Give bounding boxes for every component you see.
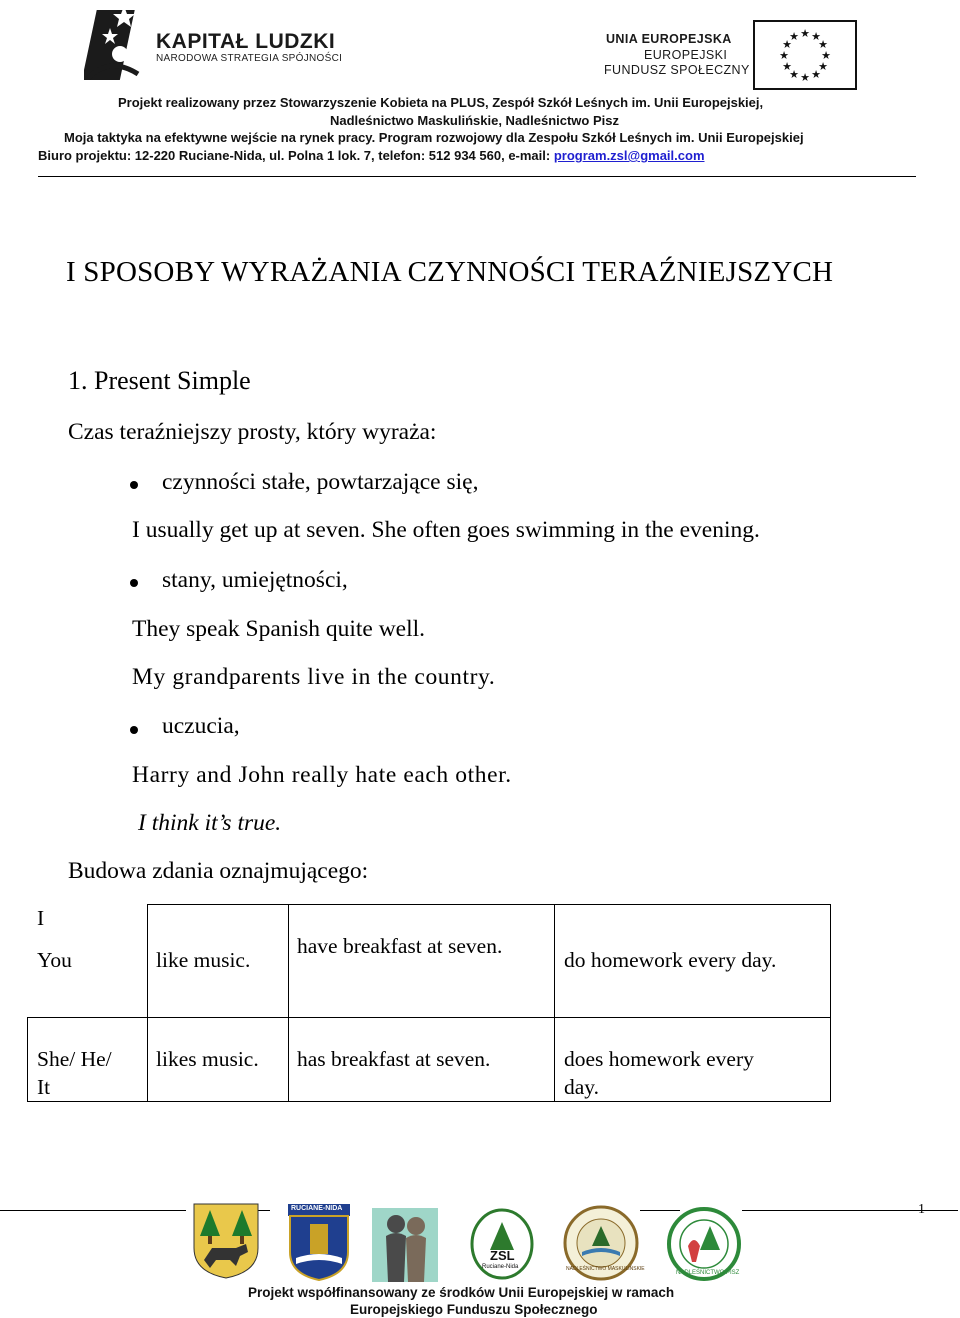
structure-label: Budowa zdania oznajmującego: [68, 858, 369, 884]
kobieta-na-plus-logo [372, 1208, 438, 1282]
project-line-4 [38, 148, 705, 163]
svg-text:★: ★ [811, 68, 821, 81]
table-cell: day. [564, 1075, 600, 1099]
example-sentence: They speak Spanish quite well. [132, 616, 426, 642]
ruciane-label: RUCIANE-NIDA [291, 1205, 343, 1212]
bullet-dot [130, 579, 138, 587]
svg-text:★: ★ [779, 49, 789, 62]
zsl-text: ZSL [490, 1248, 515, 1263]
table-border [554, 904, 555, 1102]
kapital-ludzki-title: KAPITAŁ LUDZKI [156, 30, 336, 53]
kapital-ludzki-subtitle: NARODOWA STRATEGIA SPÓJNOŚCI [156, 53, 343, 64]
header-divider [38, 176, 916, 177]
table-cell: like music. [156, 948, 251, 972]
cofinanced-line-2: Europejskiego Funduszu Społecznego [350, 1302, 598, 1317]
project-line-2: Nadleśnictwo Maskulińskie, Nadleśnictwo Pisz [330, 113, 619, 128]
table-border [147, 904, 831, 905]
table-cell: It [37, 1075, 51, 1099]
nadlesnictwo-pisz-logo [666, 1206, 742, 1282]
table-border [147, 904, 148, 1102]
section-title: I SPOSOBY WYRAŻANIA CZYNNOŚCI TERAŹNIEJSZYCH [66, 256, 834, 288]
example-sentence-italic: I think it’s true. [138, 810, 282, 836]
example-sentence: I usually get up at seven. She often goes swimming in the evening. [132, 517, 760, 543]
svg-text:★: ★ [800, 27, 810, 40]
maskulinskie-label: NADLEŚNICTWO MASKULIŃSKIE [566, 1266, 645, 1272]
project-line-3: Moja taktyka na efektywne wejście na rynek pracy. Program rozwojowy dla Zespołu Szkół Leśnych im. Unii Europejskiej [64, 130, 804, 145]
kapital-ludzki-emblem-icon [84, 4, 150, 84]
ue-label-line3: FUNDUSZ SPOŁECZNY [604, 63, 750, 77]
example-sentence: My grandparents live in the country. [132, 664, 496, 690]
bullet-dot [130, 726, 138, 734]
pisz-label: NADLEŚNICTWO PISZ [676, 1270, 740, 1276]
table-cell: has breakfast at seven. [297, 1047, 491, 1071]
svg-text:★: ★ [789, 30, 799, 43]
table-cell: likes music. [156, 1047, 259, 1071]
wolf-crest-icon [190, 1200, 262, 1280]
table-border [830, 904, 831, 1102]
ruciane-nida-crest-logo [284, 1202, 354, 1282]
table-cell: does homework every [564, 1047, 754, 1071]
email-link[interactable]: program.zsl@gmail.com [553, 148, 705, 163]
ue-label-line2: EUROPEJSKI [644, 48, 728, 62]
bullet-item: uczucia, [162, 713, 240, 739]
svg-text:★: ★ [818, 38, 828, 51]
subsection-title: 1. Present Simple [68, 366, 251, 395]
kapital-ludzki-logo [84, 4, 150, 84]
table-border [288, 904, 289, 1102]
svg-text:★: ★ [789, 68, 799, 81]
nadlesnictwo-maskulinskie-logo [562, 1204, 645, 1282]
footer-rule [0, 1210, 186, 1211]
ruciane-shield-icon [284, 1202, 354, 1282]
table-cell: You [37, 948, 72, 972]
svg-text:★: ★ [782, 60, 792, 73]
zsl-logo [470, 1206, 534, 1280]
table-cell: have breakfast at seven. [297, 934, 503, 958]
women-silhouette-icon [372, 1208, 438, 1282]
intro-text: Czas teraźniejszy prosty, który wyraża: [68, 419, 437, 445]
svg-text:★: ★ [800, 71, 810, 84]
page-number: 1 [918, 1202, 925, 1217]
wolf-crest-logo [190, 1200, 262, 1280]
project-office-text: Biuro projektu: 12-220 Ruciane-Nida, ul. Polna 1 lok. 7, telefon: 512 934 560, e-mail: [38, 148, 554, 163]
example-sentence: Harry and John really hate each other. [132, 762, 512, 788]
bullet-dot [130, 481, 138, 489]
table-cell: She/ He/ [37, 1047, 112, 1071]
footer-rule [742, 1210, 958, 1211]
svg-text:★: ★ [818, 60, 828, 73]
bullet-item: stany, umiejętności, [162, 567, 348, 593]
eu-flag-icon [753, 20, 857, 90]
table-border [27, 1017, 28, 1102]
table-cell: do homework every day. [564, 948, 777, 972]
ue-label-line1: UNIA EUROPEJSKA [606, 32, 732, 46]
project-line-1: Projekt realizowany przez Stowarzyszenie Kobieta na PLUS, Zespół Szkół Leśnych im. Unii Europejskiej, [118, 95, 764, 110]
svg-text:★: ★ [821, 49, 831, 62]
svg-text:★: ★ [811, 30, 821, 43]
table-cell: I [37, 906, 45, 930]
zsl-subtext: Ruciane-Nida [482, 1264, 519, 1270]
cofinanced-line-1: Projekt współfinansowany ze środków Unii Europejskiej w ramach [248, 1285, 675, 1300]
svg-text:★: ★ [782, 38, 792, 51]
bullet-item: czynności stałe, powtarzające się, [162, 469, 479, 495]
